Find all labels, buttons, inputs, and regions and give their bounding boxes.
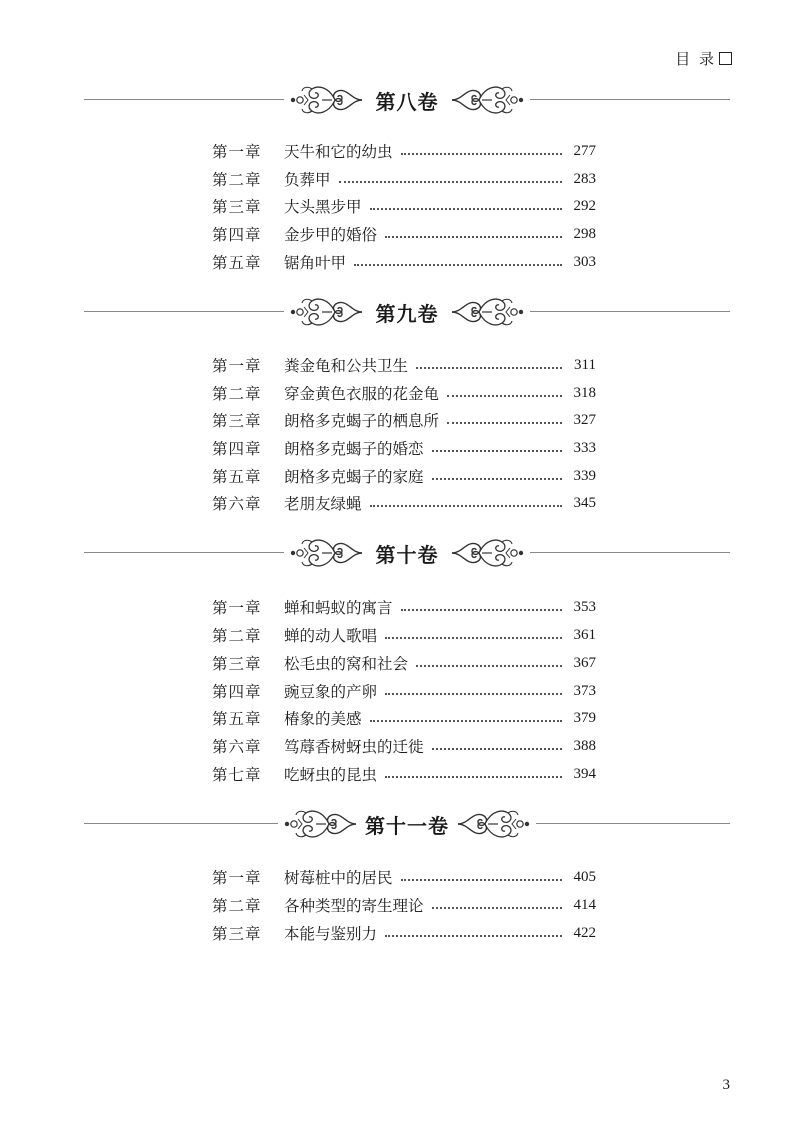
toc-entry[interactable] (212, 353, 596, 377)
chapter-number: 第一章 (212, 869, 262, 887)
toc-entry[interactable] (212, 139, 596, 163)
chapter-page: 414 (573, 896, 596, 913)
chapter-title: 椿象的美感 (284, 710, 362, 728)
dot-leader (370, 503, 562, 507)
chapter-title: 朗格多克蝎子的栖息所 (284, 412, 440, 430)
chapter-page: 283 (573, 170, 596, 187)
chapter-number: 第一章 (212, 143, 262, 161)
chapter-number: 第三章 (212, 198, 262, 216)
chapter-title: 老朋友绿蝇 (284, 495, 362, 513)
chapter-page: 327 (573, 411, 596, 428)
dot-leader (447, 420, 562, 424)
dot-leader (370, 206, 562, 210)
chapter-title: 各种类型的寄生理论 (284, 897, 424, 915)
chapter-title: 穿金黄色衣服的花金龟 (284, 385, 440, 403)
chapter-title: 树莓桩中的居民 (284, 869, 393, 887)
chapter-page: 339 (573, 467, 596, 484)
divider-line (84, 552, 284, 553)
chapter-title: 吃蚜虫的昆虫 (284, 766, 378, 784)
chapter-number: 第五章 (212, 254, 262, 272)
chapter-page: 353 (573, 598, 596, 615)
divider-line (536, 823, 730, 824)
chapter-title: 锯角叶甲 (284, 254, 347, 272)
chapter-number: 第六章 (212, 495, 262, 513)
chapter-page: 373 (573, 682, 596, 699)
toc-entry[interactable] (212, 222, 596, 246)
toc-entry[interactable] (212, 651, 596, 675)
chapter-title: 朗格多克蝎子的家庭 (284, 468, 424, 486)
chapter-number: 第五章 (212, 710, 262, 728)
dot-leader (385, 635, 562, 639)
ornament-right-icon (450, 83, 526, 117)
toc-entry[interactable] (212, 381, 596, 405)
toc-entry[interactable] (212, 734, 596, 758)
chapter-page: 394 (573, 765, 596, 782)
chapter-title: 朗格多克蝎子的婚恋 (284, 440, 424, 458)
chapter-number: 第四章 (212, 226, 262, 244)
chapter-page: 318 (573, 384, 596, 401)
chapter-page: 422 (573, 924, 596, 941)
volume-heading (84, 533, 730, 573)
chapter-number: 第二章 (212, 897, 262, 915)
chapter-page: 311 (574, 356, 596, 373)
chapter-number: 第七章 (212, 766, 262, 784)
volume-title: 第十一卷 (365, 814, 449, 838)
chapter-page: 333 (573, 439, 596, 456)
dot-leader (339, 179, 562, 183)
toc-entry[interactable] (212, 595, 596, 619)
toc-entry[interactable] (212, 167, 596, 191)
toc-entry[interactable] (212, 893, 596, 917)
chapter-number: 第四章 (212, 440, 262, 458)
chapter-title: 笃蓐香树蚜虫的迁徙 (284, 738, 424, 756)
header-label-text: 目 录 (675, 50, 716, 68)
toc-entry[interactable] (212, 679, 596, 703)
chapter-title: 大头黑步甲 (284, 198, 362, 216)
chapter-title: 豌豆象的产卵 (284, 683, 378, 701)
dot-leader (432, 476, 562, 480)
chapter-number: 第六章 (212, 738, 262, 756)
ornament-left-icon (282, 807, 358, 841)
chapter-number: 第五章 (212, 468, 262, 486)
chapter-title: 蝉和蚂蚁的寓言 (284, 599, 393, 617)
chapter-page: 345 (573, 494, 596, 511)
volume-title: 第十卷 (375, 543, 439, 567)
chapter-page: 298 (573, 225, 596, 242)
chapter-title: 粪金龟和公共卫生 (284, 357, 409, 375)
chapter-title: 本能与鉴别力 (284, 925, 378, 943)
dot-leader (401, 607, 562, 611)
ornament-left-icon (288, 536, 364, 570)
volume-heading (84, 80, 730, 120)
toc-entry[interactable] (212, 408, 596, 432)
chapter-page: 292 (573, 197, 596, 214)
toc-entry[interactable] (212, 762, 596, 786)
toc-entry[interactable] (212, 464, 596, 488)
toc-entry[interactable] (212, 436, 596, 460)
chapter-number: 第二章 (212, 385, 262, 403)
divider-line (84, 311, 284, 312)
dot-leader (370, 718, 562, 722)
chapter-number: 第二章 (212, 171, 262, 189)
volume-heading (84, 804, 730, 844)
ornament-right-icon (456, 807, 532, 841)
ornament-right-icon (450, 536, 526, 570)
volume-title: 第九卷 (375, 302, 439, 326)
header-section-label (675, 48, 732, 69)
divider-line (530, 99, 730, 100)
chapter-title: 蝉的动人歌唱 (284, 627, 378, 645)
toc-entry[interactable] (212, 706, 596, 730)
chapter-page: 388 (573, 737, 596, 754)
volume-heading (84, 292, 730, 332)
chapter-number: 第一章 (212, 357, 262, 375)
divider-line (84, 823, 278, 824)
ornament-left-icon (288, 83, 364, 117)
ornament-left-icon (288, 295, 364, 329)
chapter-page: 379 (573, 709, 596, 726)
dot-leader (416, 663, 562, 667)
chapter-number: 第三章 (212, 925, 262, 943)
chapter-number: 第一章 (212, 599, 262, 617)
dot-leader (447, 393, 562, 397)
toc-entry[interactable] (212, 250, 596, 274)
page-number: 3 (722, 1077, 730, 1093)
ornament-right-icon (450, 295, 526, 329)
chapter-title: 松毛虫的窝和社会 (284, 655, 409, 673)
chapter-title: 金步甲的婚俗 (284, 226, 378, 244)
header-box-icon (719, 52, 732, 65)
dot-leader (385, 691, 562, 695)
dot-leader (432, 448, 562, 452)
chapter-page: 367 (573, 654, 596, 671)
dot-leader (385, 774, 562, 778)
chapter-page: 361 (573, 626, 596, 643)
dot-leader (401, 151, 562, 155)
toc-entry[interactable] (212, 623, 596, 647)
dot-leader (401, 877, 562, 881)
chapter-page: 303 (573, 253, 596, 270)
toc-entry[interactable] (212, 921, 596, 945)
volume-title: 第八卷 (375, 90, 439, 114)
toc-entry[interactable] (212, 194, 596, 218)
chapter-page: 405 (573, 868, 596, 885)
chapter-title: 天牛和它的幼虫 (284, 143, 393, 161)
dot-leader (432, 746, 562, 750)
chapter-number: 第四章 (212, 683, 262, 701)
dot-leader (432, 905, 562, 909)
divider-line (530, 552, 730, 553)
dot-leader (385, 234, 562, 238)
dot-leader (416, 365, 562, 369)
chapter-number: 第三章 (212, 655, 262, 673)
divider-line (84, 99, 284, 100)
dot-leader (354, 262, 562, 266)
chapter-title: 负葬甲 (284, 171, 331, 189)
dot-leader (385, 933, 562, 937)
toc-entry[interactable] (212, 491, 596, 515)
chapter-number: 第三章 (212, 412, 262, 430)
chapter-number: 第二章 (212, 627, 262, 645)
chapter-page: 277 (573, 142, 596, 159)
toc-entry[interactable] (212, 865, 596, 889)
divider-line (530, 311, 730, 312)
